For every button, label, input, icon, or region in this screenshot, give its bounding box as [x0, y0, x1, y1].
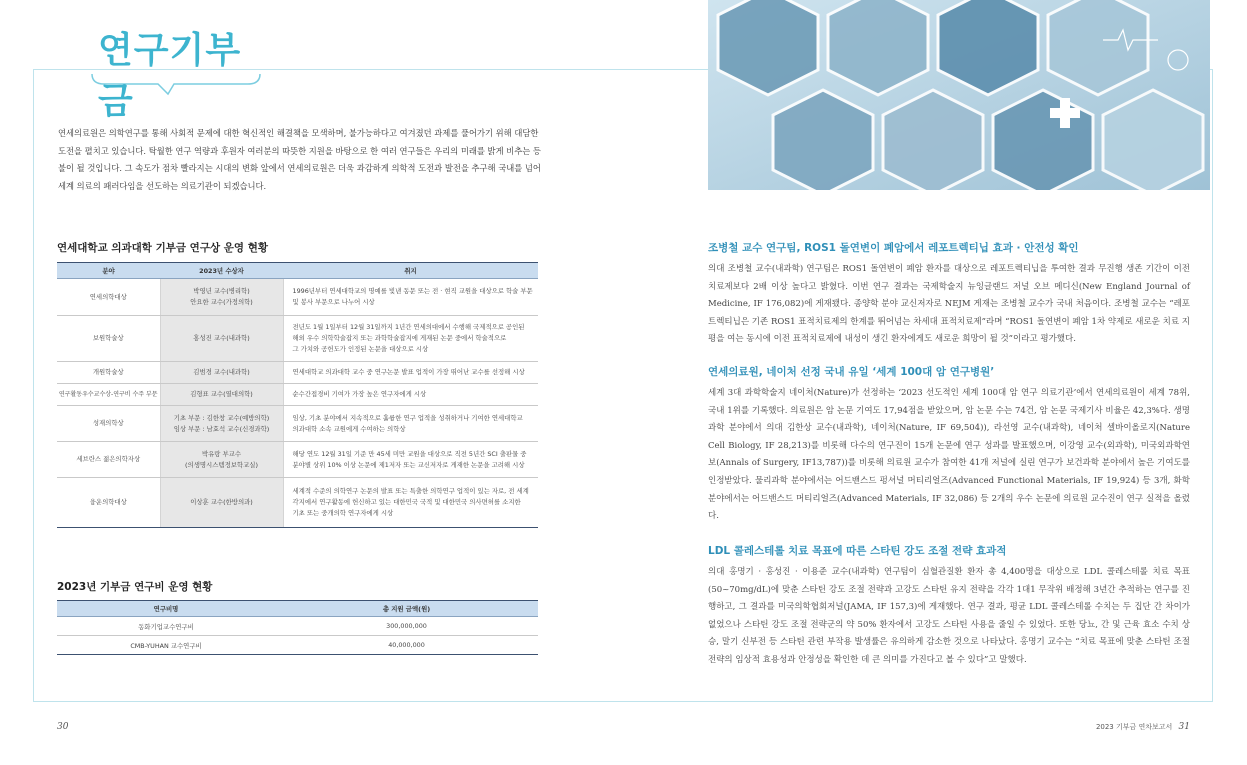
- fund-table: [57, 600, 538, 655]
- intro-paragraph: 연세의료원은 의학연구를 통해 사회적 문제에 대한 혁신적인 해결책을 모색하며, 불가능하다고 여겨졌던 과제를 풀어가기 위해 대담한 도전을 펼치고 있습니다. 탁월한 연구 역량과 후원자 여러분의 따뜻한 지원을 바탕으로 한 여러 연구들은 우리의 미래를 밝게 비추는 등불이 될 것입니다. 그 속도가 점차 빨라지는 시대의 변화 앞에서 연세의료원은 더욱 과감하게 의학적 도전과 발전을 추구해 국내를 넘어 세계 의료의 패러다임을 선도하는 의료기관이 되겠습니다.: [58, 128, 541, 191]
- article-title: 연세의료원, 네이처 선정 국내 유일 ‘세계 100대 암 연구병원’: [708, 366, 995, 378]
- cell-purpose: 1996년부터 연세대학교의 명예를 빛낸 동문 또는 전 · 현직 교원을 대상으로 학술 부문 및 봉사 부문으로 나누어 시상: [283, 279, 538, 316]
- cell-field: 연구활동우수교수상-연구비 수주 부문: [57, 384, 160, 406]
- cell-purpose: 세계적 수준의 의학연구 논문의 발표 또는 특출한 의학연구 업적이 있는 자로, 전 세계 각지에서 연구활동에 헌신하고 있는 대한민국 국적 및 대한민국 의사면허를 소지한 기초 또는 중개의학 연구자에게 시상: [283, 478, 538, 528]
- table-row: [57, 316, 538, 362]
- cell-winner: 홍성진 교수(내과학): [160, 316, 283, 362]
- table-row: [57, 406, 538, 442]
- hero-image: [708, 0, 1210, 190]
- table-row: [57, 442, 538, 478]
- cell-winner: 박유랑 부교수 (의생명시스템정보학교실): [160, 442, 283, 478]
- report-label: 2023 기부금 연차보고서: [1095, 723, 1173, 731]
- page-number-left: 30: [57, 722, 69, 732]
- table-row: [57, 279, 538, 316]
- article-3: [708, 543, 1190, 670]
- article-body: 세계 3대 과학학술지 네이처(Nature)가 선정하는 ‘2023 선도적인 세계 100대 암 연구 의료기관’에서 연세의료원이 세계 78위, 국내 1위를 기록했다. 의료원은 암 논문 기여도 17,94점을 받았으며, 암 논문 수는 74건, 암 논문 국제기사 비율은 42,3%다. 생명과학 분야에서 의대 김한상 교수(내과학), 네이처(Nature, IF 69,504)), 라선영 교수(내과학), 네이처 셀바이올로지(Nature Cell Biology, IF 28,213)를 비롯해 다수의 연구진이 15개 논문에 연구 성과를 발표했으며, 이강영 교수(외과학), 미국외과학연보(Annals of Surgery, IF13,787))를 비롯해 의료원 교수가 참여한 41개 저널에 실린 연구가 보건과학 분야에서 높은 기여도를 인정받았다. 물리과학 분야에서는 어드밴스드 펑셔널 머티리얼즈(Advanced Functional Materials, IF 19,924) 등 3개, 화학 분야에서는 어드밴스드 머티리얼즈(Advanced Materials, IF 32,086) 등 2개의 우수 논문에 의료원 교수진이 연구 실적을 올렸다.: [708, 388, 1190, 522]
- table2-title: 2023년 기부금 연구비 운영 현황: [57, 581, 213, 593]
- cell-purpose: 임상, 기초 분야에서 지속적으로 훌륭한 연구 업적을 성취하거나 기여한 연세대학교 의과대학 소속 교원에게 수여하는 의학상: [283, 406, 538, 442]
- cell-winner: 이상훈 교수(한방의과): [160, 478, 283, 528]
- cell-purpose: 연세대학교 의과대학 교수 중 연구논문 발표 업적이 가장 뛰어난 교수를 선정해 시상: [283, 362, 538, 384]
- cell-purpose: 전년도 1월 1일부터 12월 31일까지 1년간 연세의대에서 수행해 국제적으로 공인된 해외 우수 의학학술잡지 또는 과학학술잡지에 게재된 논문 중에서 학술적으로 그 가치와 공헌도가 인정된 논문을 대상으로 시상: [283, 316, 538, 362]
- cell-purpose: 해당 연도 12월 31일 기준 만 45세 미만 교원을 대상으로 직전 5년간 SCI 출판물 중 분야별 상위 10% 이상 논문에 제1저자 또는 교신저자로 게재한 논문을 고려해 시상: [283, 442, 538, 478]
- table-row: [57, 362, 538, 384]
- award-table: [57, 262, 538, 528]
- cell-fund-name: 동화기업교수연구비: [57, 617, 275, 636]
- cell-winner: 김형표 교수(열대의학): [160, 384, 283, 406]
- cell-field: 성재의학상: [57, 406, 160, 442]
- footer-right: [1096, 722, 1190, 732]
- col-header-purpose: 취지: [283, 263, 538, 279]
- article-title: 조병철 교수 연구팀, ROS1 돌연변이 폐암에서 레포트렉티닙 효과 · 안전성 확인: [708, 242, 1079, 254]
- cell-field: 연세의학대상: [57, 279, 160, 316]
- cell-winner: 김범경 교수(내과학): [160, 362, 283, 384]
- cell-purpose: 순수간접경비 기여가 가장 높은 연구자에게 시상: [283, 384, 538, 406]
- cell-field: 개원학술상: [57, 362, 160, 384]
- cell-field: 보원학술상: [57, 316, 160, 362]
- col-header-winner: 2023년 수상자: [160, 263, 283, 279]
- col-header-fund-name: 연구비명: [57, 601, 275, 617]
- table-row: [57, 384, 538, 406]
- table-row: [57, 617, 538, 636]
- article-title: LDL 콜레스테롤 치료 목표에 따른 스타틴 강도 조절 전략 효과적: [708, 545, 1007, 557]
- col-header-amount: 총 지원 금액(원): [275, 601, 538, 617]
- article-1: [708, 240, 1190, 349]
- cell-field: 융운의학대상: [57, 478, 160, 528]
- cell-amount: 40,000,000: [275, 636, 538, 655]
- article-body: 의대 홍명기 · 홍성진 · 이용준 교수(내과학) 연구팀이 심혈관질환 환자 총 4,400명을 대상으로 LDL 콜레스테롤 치료 목표(50~70mg/dL)에 맞춘 스타틴 강도 조절 전략과 고강도 스타틴 유지 전략을 각각 1대1 무작위 배정해 3년간 추적하는 연구를 진행하고, 그 결과를 미국의학협회저널(JAMA, IF 157,3)에 게재했다. 연구 결과, 평균 LDL 콜레스테롤 수치는 두 집단 간 차이가 없었으나 스타틴 강도 조절 전략군의 약 50% 환자에서 고강도 스타틴 사용을 줄일 수 있었다. 또한 당뇨, 간 및 근육 효소 수치 상승, 말기 신부전 등 스타틴 관련 부작용 발생률은 유의하게 감소한 것으로 나타났다. 홍명기 교수는 “치료 목표에 맞춘 스타틴 조절 전략의 임상적 효용성과 안정성을 확인한 데 큰 의미를 가진다고 볼 수 있다”고 말했다.: [708, 567, 1190, 665]
- col-header-field: 분야: [57, 263, 160, 279]
- title-block: [88, 16, 268, 122]
- table-row: [57, 636, 538, 655]
- table-row: [57, 478, 538, 528]
- article-body: 의대 조병철 교수(내과학) 연구팀은 ROS1 돌연변이 폐암 환자를 대상으로 레포트렉티닙을 투여한 결과 무진행 생존 기간이 이전 치료제보다 2배 이상 높다고 밝혔다. 이번 연구 결과는 국제학술지 뉴잉글랜드 저널 오브 메디신(New England Journal of Medicine, IF 176,082)에 게재됐다. 종양학 분야 교신저자로 NEJM 게재는 조병철 교수가 국내 처음이다. 조병철 교수는 “레포트렉티닙은 기존 ROS1 표적치료제의 한계를 뛰어넘는 차세대 표적치료제”라며 “ROS1 돌연변이 폐암 1차 약제로 새로운 치료 지평을 여는 동시에 이전 표적치료제에 내성이 생긴 환자에게도 새로운 희망이 될 것”이라고 평가했다.: [708, 264, 1190, 345]
- cell-amount: 300,000,000: [275, 617, 538, 636]
- cell-field: 세브란스 젊은의학자상: [57, 442, 160, 478]
- cell-winner: 기초 부문 : 김한창 교수(예방의학) 임상 부문 : 남효석 교수(신경과학): [160, 406, 283, 442]
- page-number-right: 31: [1178, 722, 1190, 732]
- table1-title: 연세대학교 의과대학 기부금 연구상 운영 현황: [57, 242, 268, 254]
- article-2: [708, 364, 1190, 526]
- cell-fund-name: CMB-YUHAN 교수연구비: [57, 636, 275, 655]
- page-title: 연구기부금: [98, 30, 242, 122]
- cell-winner: 박영년 교수(병리학) 안요한 교수(가정의학): [160, 279, 283, 316]
